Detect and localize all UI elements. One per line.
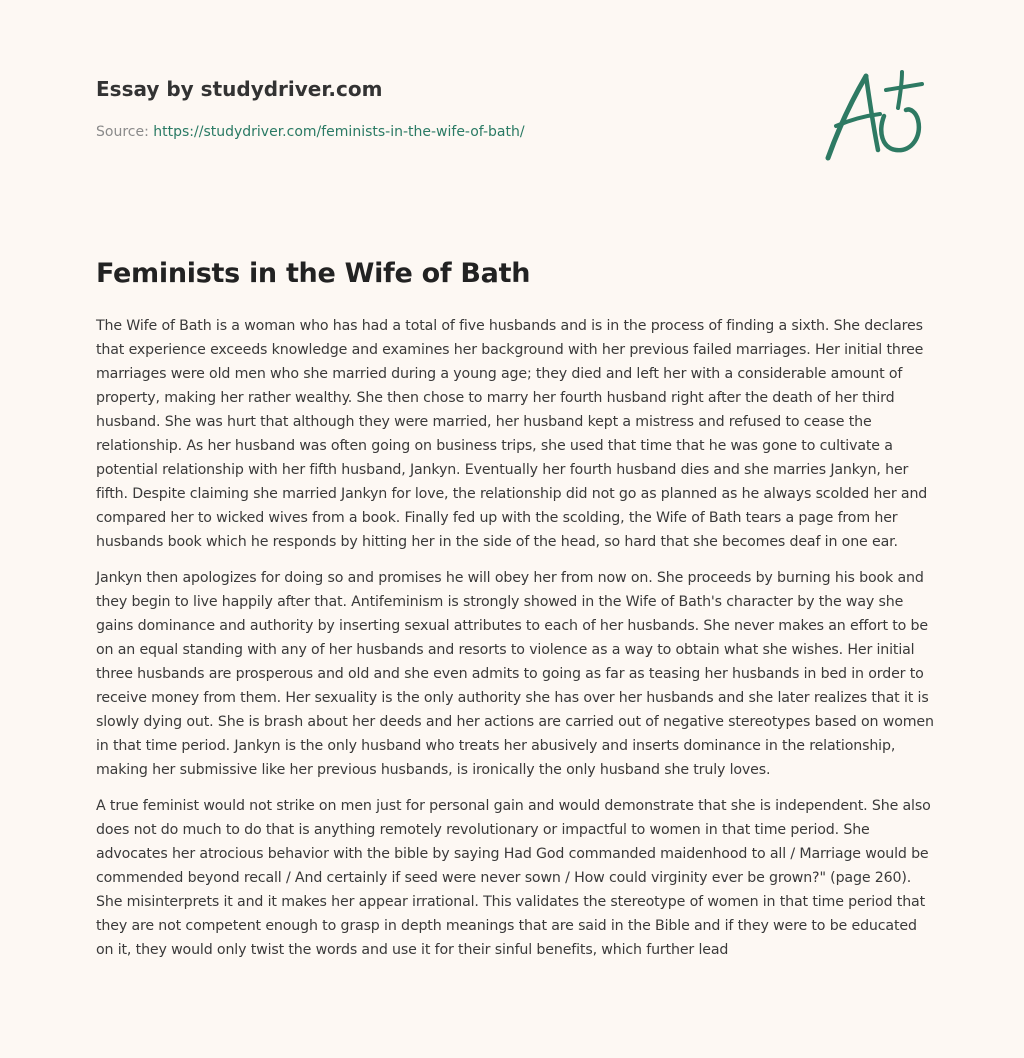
- paragraph: A true feminist would not strike on men just for personal gain and would demonstrate that she is independent. She also does not do much to do that is anything remotely revolutionary or impactful to women in that time period. She advocates her atrocious behavior with the bible by saying Had God commanded maidenhood to all / Marriage would be commended beyond recall / And certainly if seed were never sown / How could virginity ever be grown?" (page 260). She misinterprets it and it makes her appear irrational. This validates the stereotype of women in that time period that they are not competent enough to grasp in depth meanings that are said in the Bible and if they were to be educated on it, they would only twist the words and use it for their sinful benefits, which further lead: [96, 798, 931, 958]
- source-line: [96, 122, 796, 142]
- page-header: [96, 74, 796, 142]
- essay-body: [96, 314, 934, 974]
- source-label: Source:: [96, 124, 154, 140]
- paragraph: Jankyn then apologizes for doing so and promises he will obey her from now on. She proceeds by burning his book and they begin to live happily after that. Antifeminism is strongly showed in the Wife of Bath's character by the way she gains dominance and authority by inserting sexual attributes to each of her husbands. She never makes an effort to be on an equal standing with any of her husbands and resorts to violence as a way to obtain what she wishes. Her initial three husbands are prosperous and old and she even admits to going as far as teasing her husbands in bed in order to receive money from them. Her sexuality is the only authority she has over her husbands and she later realizes that it is slowly dying out. She is brash about her deeds and her actions are carried out of negative stereotypes based on women in that time period. Jankyn is the only husband who treats her abusively and inserts dominance in the relationship, making her submissive like her previous husbands, is ironically the only husband she truly loves.: [96, 570, 934, 778]
- document-title: Feminists in the Wife of Bath: [96, 258, 531, 289]
- a-plus-logo-icon: [818, 64, 930, 168]
- source-link[interactable]: https://studydriver.com/feminists-in-the-wife-of-bath/: [153, 124, 525, 140]
- paragraph: The Wife of Bath is a woman who has had a total of five husbands and is in the process of finding a sixth. She declares that experience exceeds knowledge and examines her background with her previous failed marriages. Her initial three marriages were old men who she married during a young age; they died and left her with a considerable amount of property, making her rather wealthy. She then chose to marry her fourth husband right after the death of her third husband. She was hurt that although they were married, her husband kept a mistress and refused to cease the relationship. As her husband was often going on business trips, she used that time that he was gone to cultivate a potential relationship with her fifth husband, Jankyn. Eventually her fourth husband dies and she marries Jankyn, her fifth. Despite claiming she married Jankyn for love, the relationship did not go as planned as he always scolded her and compared her to wicked wives from a book. Finally fed up with the scolding, the Wife of Bath tears a page from her husbands book which he responds by hitting her in the side of the head, so hard that she becomes deaf in one ear.: [96, 318, 928, 550]
- site-title: Essay by studydriver.com: [96, 77, 383, 101]
